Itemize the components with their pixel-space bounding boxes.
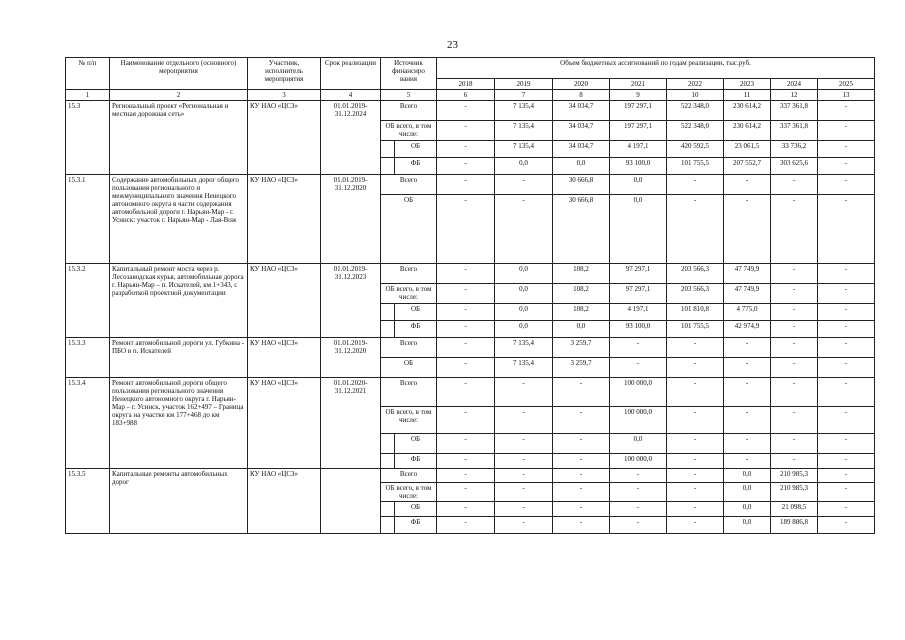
value-cell: 93 100,0 xyxy=(610,321,667,338)
row-number: 15.3.2 xyxy=(66,264,110,338)
value-cell: - xyxy=(667,338,724,358)
source-label: ОБ xyxy=(381,195,437,264)
value-cell: - xyxy=(495,454,553,469)
value-cell: - xyxy=(771,454,818,469)
value-cell: 303 625,6 xyxy=(771,158,818,175)
value-cell: - xyxy=(818,338,875,358)
col-number: 13 xyxy=(818,90,875,101)
value-cell: 197 297,1 xyxy=(610,121,667,141)
value-cell: 3 259,7 xyxy=(553,338,610,358)
term: 01.01.2019-31.12.2020 xyxy=(321,175,381,264)
participant: КУ НАО «ЦСЗ» xyxy=(248,378,321,469)
col-number: 7 xyxy=(495,90,553,101)
value-cell: 108,2 xyxy=(553,304,610,321)
value-cell: 0,0 xyxy=(495,304,553,321)
value-cell: - xyxy=(818,158,875,175)
value-cell: - xyxy=(553,434,610,454)
source-indent xyxy=(381,454,395,469)
value-cell: - xyxy=(667,175,724,195)
source-label: ФБ xyxy=(395,158,437,175)
year-header: 2022 xyxy=(667,79,724,90)
value-cell: 0,0 xyxy=(553,158,610,175)
activity-name: Содержание автомобильных дорог общего пользования регионального и межмуниципального значения Ненецкого автономного округа в части содержания автомобильной дороги г. Нарьян-Мар - г. Усинск: участок г. Нарьян-Мар - Лая-Вож xyxy=(110,175,248,264)
value-cell: - xyxy=(724,358,771,378)
header-term: Срок реализации xyxy=(321,58,381,90)
value-cell: - xyxy=(771,358,818,378)
value-cell: 210 985,3 xyxy=(771,483,818,502)
value-cell: 97 297,1 xyxy=(610,284,667,304)
value-cell: - xyxy=(437,454,495,469)
value-cell: 4 197,1 xyxy=(610,141,667,158)
value-cell: - xyxy=(610,502,667,517)
participant: КУ НАО «ЦСЗ» xyxy=(248,101,321,175)
value-cell: - xyxy=(553,454,610,469)
value-cell: 522 348,0 xyxy=(667,101,724,121)
source-label: ОБ xyxy=(381,358,437,378)
value-cell: 230 614,2 xyxy=(724,101,771,121)
source-label: Всего xyxy=(381,101,437,121)
source-indent xyxy=(381,517,395,534)
value-cell: 3 259,7 xyxy=(553,358,610,378)
value-cell: - xyxy=(818,434,875,454)
col-number: 3 xyxy=(248,90,321,101)
col-number: 4 xyxy=(321,90,381,101)
term xyxy=(321,469,381,534)
source-label: Всего xyxy=(381,378,437,407)
value-cell: 23 061,5 xyxy=(724,141,771,158)
col-number: 2 xyxy=(110,90,248,101)
value-cell: - xyxy=(437,101,495,121)
source-label: ОБ xyxy=(395,502,437,517)
source-indent xyxy=(381,434,395,454)
col-number: 10 xyxy=(667,90,724,101)
value-cell: - xyxy=(610,483,667,502)
value-cell: - xyxy=(667,517,724,534)
value-cell: - xyxy=(818,502,875,517)
header-name: Наименование отдельного (основного) мероприятия xyxy=(110,58,248,90)
value-cell: 47 749,9 xyxy=(724,264,771,284)
value-cell: - xyxy=(667,378,724,407)
source-label: ФБ xyxy=(395,454,437,469)
value-cell: - xyxy=(495,378,553,407)
value-cell: - xyxy=(724,338,771,358)
value-cell: - xyxy=(818,358,875,378)
value-cell: - xyxy=(771,407,818,434)
header-row xyxy=(66,58,875,79)
activity-name: Капитальные ремонты автомобильных дорог xyxy=(110,469,248,534)
value-cell: 101 810,8 xyxy=(667,304,724,321)
activity-name: Ремонт автомобильной дороги общего пользования регионального значения Ненецкого автономного округа г. Нарьян-Мар – г. Усинск, участок 162+497 – Граница округа на участке км 177+468 до км 183+988 xyxy=(110,378,248,469)
table-row xyxy=(66,264,875,284)
value-cell: 7 135,4 xyxy=(495,101,553,121)
source-label: ОБ xyxy=(395,304,437,321)
value-cell: - xyxy=(724,407,771,434)
year-header: 2018 xyxy=(437,79,495,90)
value-cell: - xyxy=(724,454,771,469)
value-cell: 420 592,5 xyxy=(667,141,724,158)
value-cell: 0,0 xyxy=(610,434,667,454)
source-indent xyxy=(381,502,395,517)
value-cell: - xyxy=(667,195,724,264)
activity-name: Ремонт автомобильной дороги ул. Губкина - ПБО в п. Искателей xyxy=(110,338,248,378)
value-cell: - xyxy=(818,121,875,141)
budget-table xyxy=(65,57,875,534)
header-num: № п/п xyxy=(66,58,110,90)
value-cell: - xyxy=(818,321,875,338)
row-number: 15.3.5 xyxy=(66,469,110,534)
source-label: ОБ xyxy=(395,434,437,454)
value-cell: - xyxy=(437,121,495,141)
value-cell: - xyxy=(610,517,667,534)
col-number: 6 xyxy=(437,90,495,101)
value-cell: - xyxy=(724,195,771,264)
col-number: 9 xyxy=(610,90,667,101)
value-cell: 337 361,8 xyxy=(771,121,818,141)
term: 01.01.2020-31.12.2021 xyxy=(321,378,381,469)
value-cell: 189 886,8 xyxy=(771,517,818,534)
value-cell: 108,2 xyxy=(553,284,610,304)
value-cell: - xyxy=(724,434,771,454)
value-cell: - xyxy=(437,284,495,304)
value-cell: - xyxy=(437,264,495,284)
value-cell: - xyxy=(818,264,875,284)
value-cell: 0,0 xyxy=(495,158,553,175)
value-cell: - xyxy=(818,407,875,434)
value-cell: 0,0 xyxy=(610,175,667,195)
value-cell: 93 100,0 xyxy=(610,158,667,175)
value-cell: - xyxy=(667,469,724,483)
value-cell: 203 566,3 xyxy=(667,264,724,284)
value-cell: 100 000,0 xyxy=(610,407,667,434)
value-cell: 0,0 xyxy=(495,321,553,338)
participant: КУ НАО «ЦСЗ» xyxy=(248,469,321,534)
value-cell: - xyxy=(437,483,495,502)
value-cell: - xyxy=(818,175,875,195)
value-cell: - xyxy=(818,304,875,321)
value-cell: - xyxy=(771,195,818,264)
value-cell: - xyxy=(495,502,553,517)
col-number: 8 xyxy=(553,90,610,101)
value-cell: 100 000,0 xyxy=(610,378,667,407)
value-cell: 42 974,9 xyxy=(724,321,771,338)
value-cell: 7 135,4 xyxy=(495,358,553,378)
value-cell: - xyxy=(610,358,667,378)
value-cell: 97 297,1 xyxy=(610,264,667,284)
value-cell: - xyxy=(437,321,495,338)
value-cell: 47 749,9 xyxy=(724,284,771,304)
value-cell: 30 666,8 xyxy=(553,175,610,195)
source-indent xyxy=(381,141,395,158)
col-number: 5 xyxy=(381,90,437,101)
value-cell: - xyxy=(818,195,875,264)
value-cell: - xyxy=(818,469,875,483)
year-header: 2025 xyxy=(818,79,875,90)
value-cell: - xyxy=(667,434,724,454)
source-label: Всего xyxy=(381,469,437,483)
value-cell: - xyxy=(818,483,875,502)
value-cell: - xyxy=(553,483,610,502)
value-cell: - xyxy=(553,469,610,483)
value-cell: 7 135,4 xyxy=(495,121,553,141)
value-cell: - xyxy=(437,338,495,358)
source-label: ОБ xyxy=(395,141,437,158)
value-cell: 0,0 xyxy=(724,502,771,517)
value-cell: - xyxy=(771,284,818,304)
value-cell: - xyxy=(667,358,724,378)
col-number: 1 xyxy=(66,90,110,101)
participant: КУ НАО «ЦСЗ» xyxy=(248,264,321,338)
value-cell: - xyxy=(771,434,818,454)
value-cell: - xyxy=(495,407,553,434)
value-cell: 21 098,5 xyxy=(771,502,818,517)
participant: КУ НАО «ЦСЗ» xyxy=(248,175,321,264)
value-cell: - xyxy=(724,175,771,195)
value-cell: - xyxy=(771,175,818,195)
value-cell: - xyxy=(818,141,875,158)
value-cell: 34 034,7 xyxy=(553,101,610,121)
value-cell: 0,0 xyxy=(495,264,553,284)
value-cell: 0,0 xyxy=(495,284,553,304)
value-cell: 101 755,5 xyxy=(667,321,724,338)
value-cell: 203 566,3 xyxy=(667,284,724,304)
header-participant: Участник, исполнитель мероприятия xyxy=(248,58,321,90)
activity-name: Капитальный ремонт моста через р. Лесозаводская курья, автомобильная дорога г. Нарьян-Мар – п. Искателей, км 1+343, с разработкой проектной документации xyxy=(110,264,248,338)
value-cell: - xyxy=(553,502,610,517)
value-cell: - xyxy=(724,378,771,407)
value-cell: - xyxy=(553,378,610,407)
value-cell: - xyxy=(437,434,495,454)
source-label: ОБ всего, в том числе: xyxy=(381,407,437,434)
value-cell: - xyxy=(495,195,553,264)
value-cell: - xyxy=(437,517,495,534)
value-cell: - xyxy=(818,101,875,121)
value-cell: - xyxy=(495,175,553,195)
value-cell: - xyxy=(495,434,553,454)
value-cell: - xyxy=(437,158,495,175)
value-cell: - xyxy=(553,517,610,534)
value-cell: - xyxy=(667,483,724,502)
value-cell: 108,2 xyxy=(553,264,610,284)
table-row xyxy=(66,101,875,121)
value-cell: - xyxy=(553,407,610,434)
value-cell: - xyxy=(437,502,495,517)
value-cell: - xyxy=(771,304,818,321)
value-cell: - xyxy=(667,454,724,469)
value-cell: - xyxy=(818,517,875,534)
row-number: 15.3.3 xyxy=(66,338,110,378)
value-cell: 34 034,7 xyxy=(553,141,610,158)
value-cell: 100 000,0 xyxy=(610,454,667,469)
term: 01.01.2019-31.12.2023 xyxy=(321,264,381,338)
term: 01.01.2019-31.12.2024 xyxy=(321,101,381,175)
value-cell: - xyxy=(818,378,875,407)
value-cell: - xyxy=(495,469,553,483)
table-row xyxy=(66,338,875,358)
value-cell: - xyxy=(437,469,495,483)
header-source: Источник финансиро вания xyxy=(381,58,437,90)
value-cell: 0,0 xyxy=(553,321,610,338)
source-label: ФБ xyxy=(395,517,437,534)
value-cell: - xyxy=(667,407,724,434)
source-label: Всего xyxy=(381,338,437,358)
value-cell: - xyxy=(818,454,875,469)
value-cell: 0,0 xyxy=(724,469,771,483)
year-header: 2020 xyxy=(553,79,610,90)
value-cell: 230 614,2 xyxy=(724,121,771,141)
source-label: ОБ всего, в том числе: xyxy=(381,284,437,304)
value-cell: - xyxy=(495,483,553,502)
value-cell: - xyxy=(437,141,495,158)
value-cell: - xyxy=(437,195,495,264)
value-cell: - xyxy=(437,304,495,321)
value-cell: 101 755,5 xyxy=(667,158,724,175)
term: 01.01.2019-31.12.2020 xyxy=(321,338,381,378)
year-header: 2024 xyxy=(771,79,818,90)
value-cell: - xyxy=(437,407,495,434)
activity-name: Региональный проект «Региональная и местная дорожная сеть» xyxy=(110,101,248,175)
value-cell: 7 135,4 xyxy=(495,141,553,158)
row-number: 15.3 xyxy=(66,101,110,175)
value-cell: - xyxy=(437,358,495,378)
value-cell: - xyxy=(610,469,667,483)
source-indent xyxy=(381,158,395,175)
value-cell: 34 034,7 xyxy=(553,121,610,141)
value-cell: - xyxy=(667,502,724,517)
value-cell: 30 666,8 xyxy=(553,195,610,264)
table-row xyxy=(66,175,875,195)
value-cell: - xyxy=(771,338,818,358)
value-cell: 33 736,2 xyxy=(771,141,818,158)
page-number: 23 xyxy=(447,39,458,51)
value-cell: 0,0 xyxy=(724,517,771,534)
source-label: ОБ всего, в том числе: xyxy=(381,121,437,141)
year-header: 2019 xyxy=(495,79,553,90)
source-indent xyxy=(381,304,395,321)
participant: КУ НАО «ЦСЗ» xyxy=(248,338,321,378)
value-cell: - xyxy=(818,284,875,304)
value-cell: 0,0 xyxy=(610,195,667,264)
source-label: ФБ xyxy=(395,321,437,338)
header-volume: Объем бюджетных ассигнований по годам реализации, тыс.руб. xyxy=(437,58,875,79)
year-header: 2021 xyxy=(610,79,667,90)
value-cell: 207 552,7 xyxy=(724,158,771,175)
source-label: ОБ всего, в том числе: xyxy=(381,483,437,502)
table-row xyxy=(66,378,875,407)
col-number: 12 xyxy=(771,90,818,101)
value-cell: 7 135,4 xyxy=(495,338,553,358)
year-header: 2023 xyxy=(724,79,771,90)
col-number: 11 xyxy=(724,90,771,101)
value-cell: - xyxy=(437,378,495,407)
source-indent xyxy=(381,321,395,338)
value-cell: 0,0 xyxy=(724,483,771,502)
source-label: Всего xyxy=(381,264,437,284)
value-cell: 210 985,3 xyxy=(771,469,818,483)
row-number: 15.3.1 xyxy=(66,175,110,264)
value-cell: 4 197,1 xyxy=(610,304,667,321)
value-cell: - xyxy=(771,378,818,407)
value-cell: - xyxy=(771,321,818,338)
value-cell: 522 348,0 xyxy=(667,121,724,141)
value-cell: 337 361,8 xyxy=(771,101,818,121)
value-cell: - xyxy=(495,517,553,534)
source-label: Всего xyxy=(381,175,437,195)
value-cell: 4 775,0 xyxy=(724,304,771,321)
column-numbers-row xyxy=(66,90,875,101)
value-cell: 197 297,1 xyxy=(610,101,667,121)
table-row xyxy=(66,469,875,483)
row-number: 15.3.4 xyxy=(66,378,110,469)
value-cell: - xyxy=(610,338,667,358)
value-cell: - xyxy=(437,175,495,195)
value-cell: - xyxy=(771,264,818,284)
